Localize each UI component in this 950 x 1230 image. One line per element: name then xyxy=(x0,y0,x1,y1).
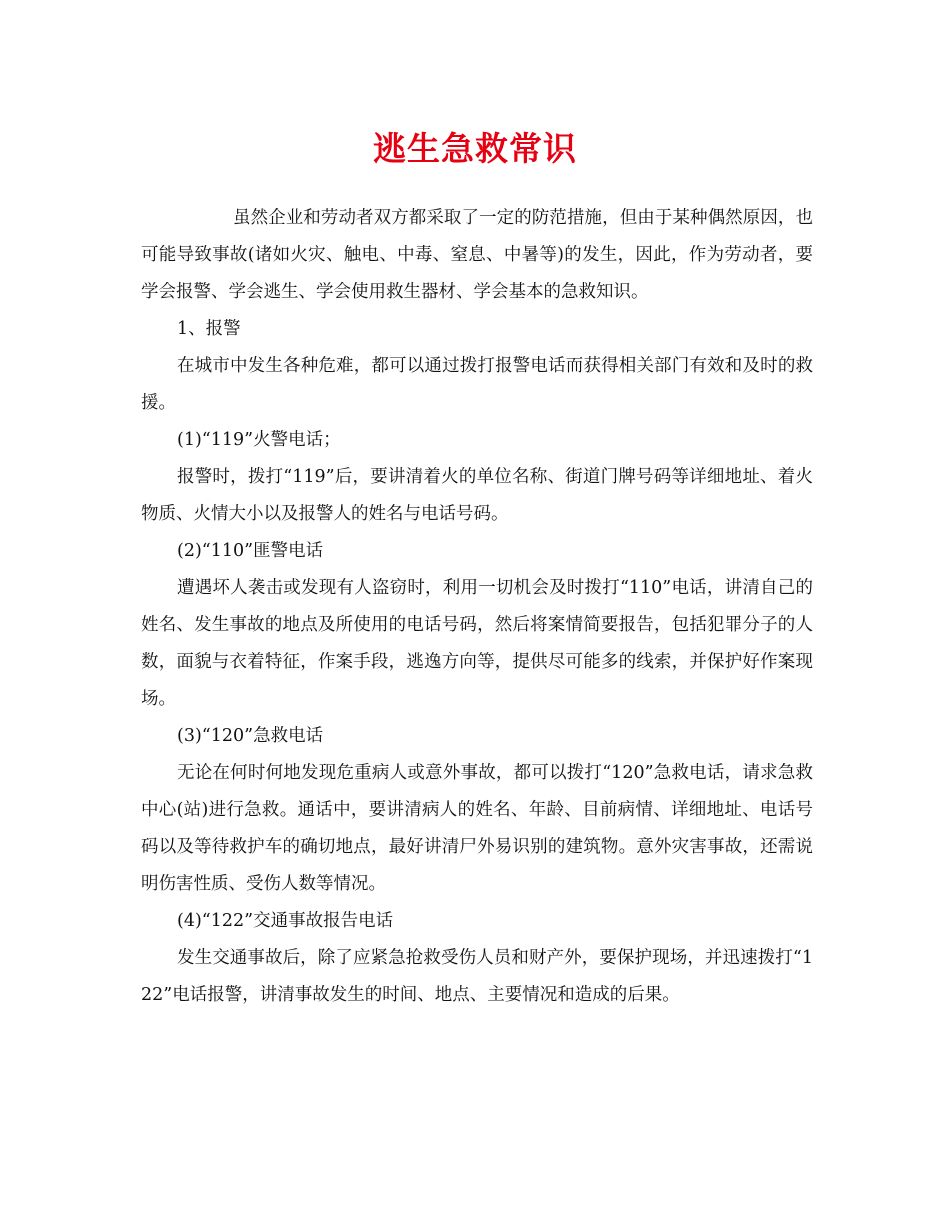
section-heading-alarm: 1、报警 xyxy=(177,319,241,339)
document-body xyxy=(141,200,813,1014)
paragraph-alarm-overview: 在城市中发生各种危难，都可以通过拨打报警电话而获得相关部门有效和及时的救援。 xyxy=(141,356,813,413)
subheading-110: (2)“110”匪警电话 xyxy=(177,541,324,561)
subheading-122: (4)“122”交通事故报告电话 xyxy=(177,911,394,931)
paragraph-119: 报警时，拨打“119”后，要讲清着火的单位名称、街道门牌号码等详细地址、着火物质、火情大小以及报警人的姓名与电话号码。 xyxy=(141,467,813,524)
document-title: 逃生急救常识 xyxy=(373,129,577,168)
paragraph-110: 遭遇坏人袭击或发现有人盗窃时，利用一切机会及时拨打“110”电话，讲清自己的姓名、发生事故的地点及所使用的电话号码，然后将案情简要报告，包括犯罪分子的人数，面貌与衣着特征，作案手段，逃逸方向等，提供尽可能多的线索，并保护好作案现场。 xyxy=(141,578,813,709)
paragraph-122: 发生交通事故后，除了应紧急抢救受伤人员和财产外，要保护现场，并迅速拨打“122”电话报警，讲清事故发生的时间、地点、主要情况和造成的后果。 xyxy=(141,948,813,1005)
paragraph-120: 无论在何时何地发现危重病人或意外事故，都可以拨打“120”急救电话，请求急救中心(站)进行急救。通话中，要讲清病人的姓名、年龄、目前病情、详细地址、电话号码以及等待救护车的确切地点，最好讲清尸外易识别的建筑物。意外灾害事故，还需说明伤害性质、受伤人数等情况。 xyxy=(141,763,813,894)
subheading-119: (1)“119”火警电话； xyxy=(177,430,341,450)
subheading-120: (3)“120”急救电话 xyxy=(177,726,324,746)
paragraph-intro: 虽然企业和劳动者双方都采取了一定的防范措施，但由于某种偶然原因，也可能导致事故(诸如火灾、触电、中毒、窒息、中暑等)的发生，因此，作为劳动者，要学会报警、学会逃生、学会使用救生器材、学会基本的急救知识。 xyxy=(141,208,813,302)
